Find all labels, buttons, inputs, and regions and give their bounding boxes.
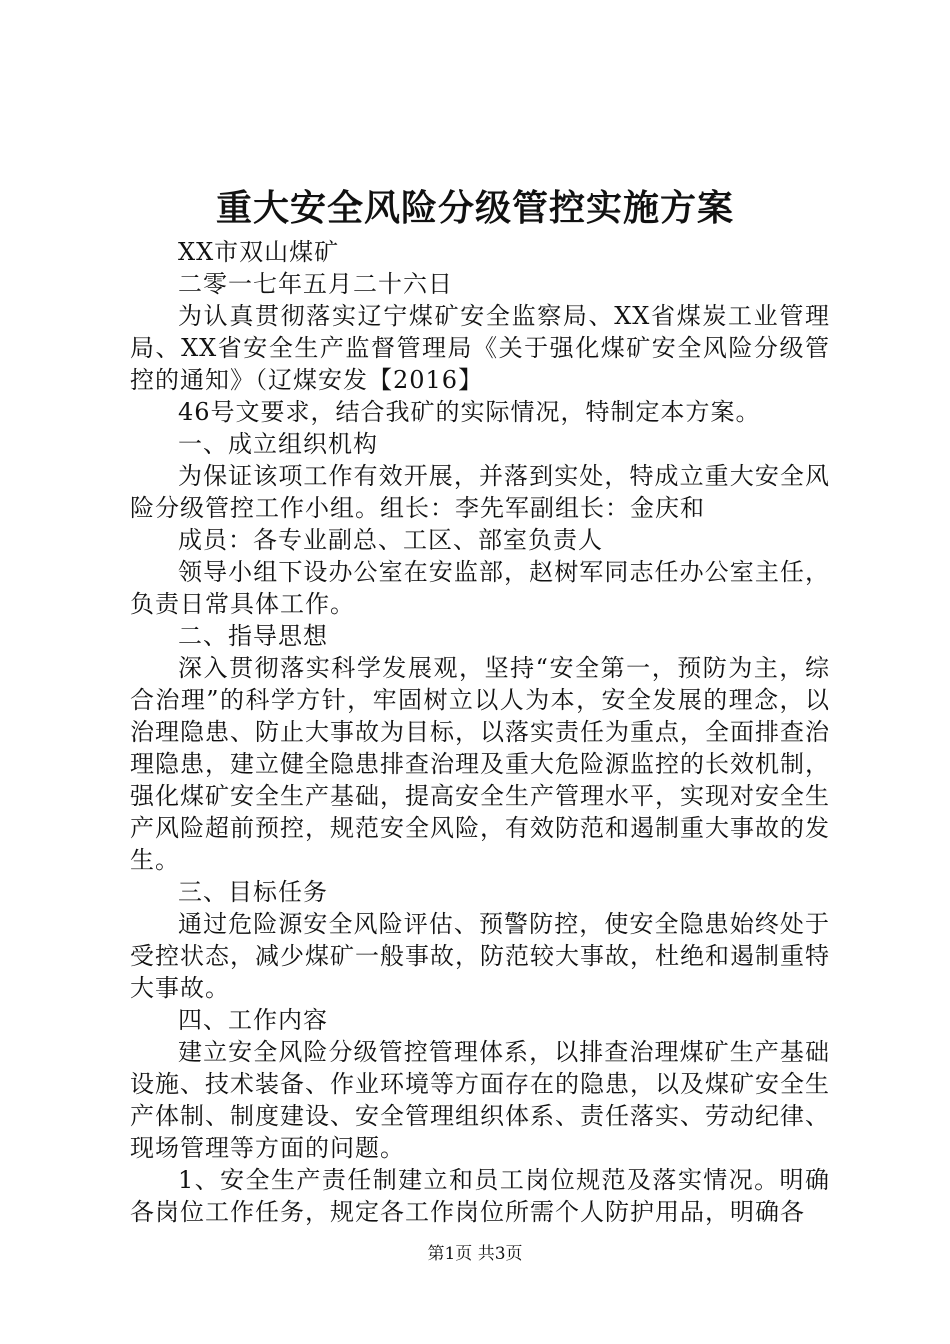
org-name: XX市双山煤矿 (178, 238, 340, 266)
section-heading-2: 二、指导思想 (178, 622, 328, 650)
section-heading-4: 四、工作内容 (178, 1006, 328, 1034)
paragraph-goals: 通过危险源安全风险评估、预警防控，使安全隐患始终处于受控状态，减少煤矿一般事故，防范较大事故，杜绝和遏制重特大事故。 (130, 910, 830, 1002)
section-heading-1: 一、成立组织机构 (178, 430, 378, 458)
intro-paragraph: 为认真贯彻落实辽宁煤矿安全监察局、XX省煤炭工业管理局、XX省安全生产监督管理局《关于强化煤矿安全风险分级管控的通知》（辽煤安发【2016】 (130, 302, 830, 394)
section-heading-3: 三、目标任务 (178, 878, 328, 906)
paragraph-office: 领导小组下设办公室在安监部，赵树军同志任办公室主任，负责日常具体工作。 (130, 558, 830, 618)
intro-continuation: 46号文要求，结合我矿的实际情况，特制定本方案。 (178, 398, 761, 426)
document-body (130, 236, 830, 1228)
document-title: 重大安全风险分级管控实施方案 (215, 187, 734, 229)
paragraph-guiding-thought: 深入贯彻落实科学发展观，坚持“安全第一，预防为主，综合治理”的科学方针，牢固树立以人为本，安全发展的理念，以治理隐患、防止大事故为目标，以落实责任为重点，全面排查治理隐患，建立健全隐患排查治理及重大危险源监控的长效机制，强化煤矿安全生产基础，提高安全生产管理水平，实现对安全生产风险超前预控，规范安全风险，有效防范和遏制重大事故的发生。 (130, 654, 830, 874)
page-footer: 第1页 共3页 (427, 1244, 523, 1264)
paragraph-work-content: 建立安全风险分级管控管理体系，以排查治理煤矿生产基础设施、技术装备、作业环境等方面存在的隐患，以及煤矿安全生产体制、制度建设、安全管理组织体系、责任落实、劳动纪律、现场管理等方面的问题。 (130, 1038, 830, 1162)
paragraph-members: 成员：各专业副总、工区、部室负责人 (178, 526, 603, 554)
paragraph-organization: 为保证该项工作有效开展，并落到实处，特成立重大安全风险分级管控工作小组。组长：李先军副组长：金庆和 (130, 462, 830, 522)
document-date: 二零一七年五月二十六日 (178, 270, 453, 298)
paragraph-item-1: 1、安全生产责任制建立和员工岗位规范及落实情况。明确各岗位工作任务，规定各工作岗位所需个人防护用品，明确各 (130, 1166, 830, 1226)
